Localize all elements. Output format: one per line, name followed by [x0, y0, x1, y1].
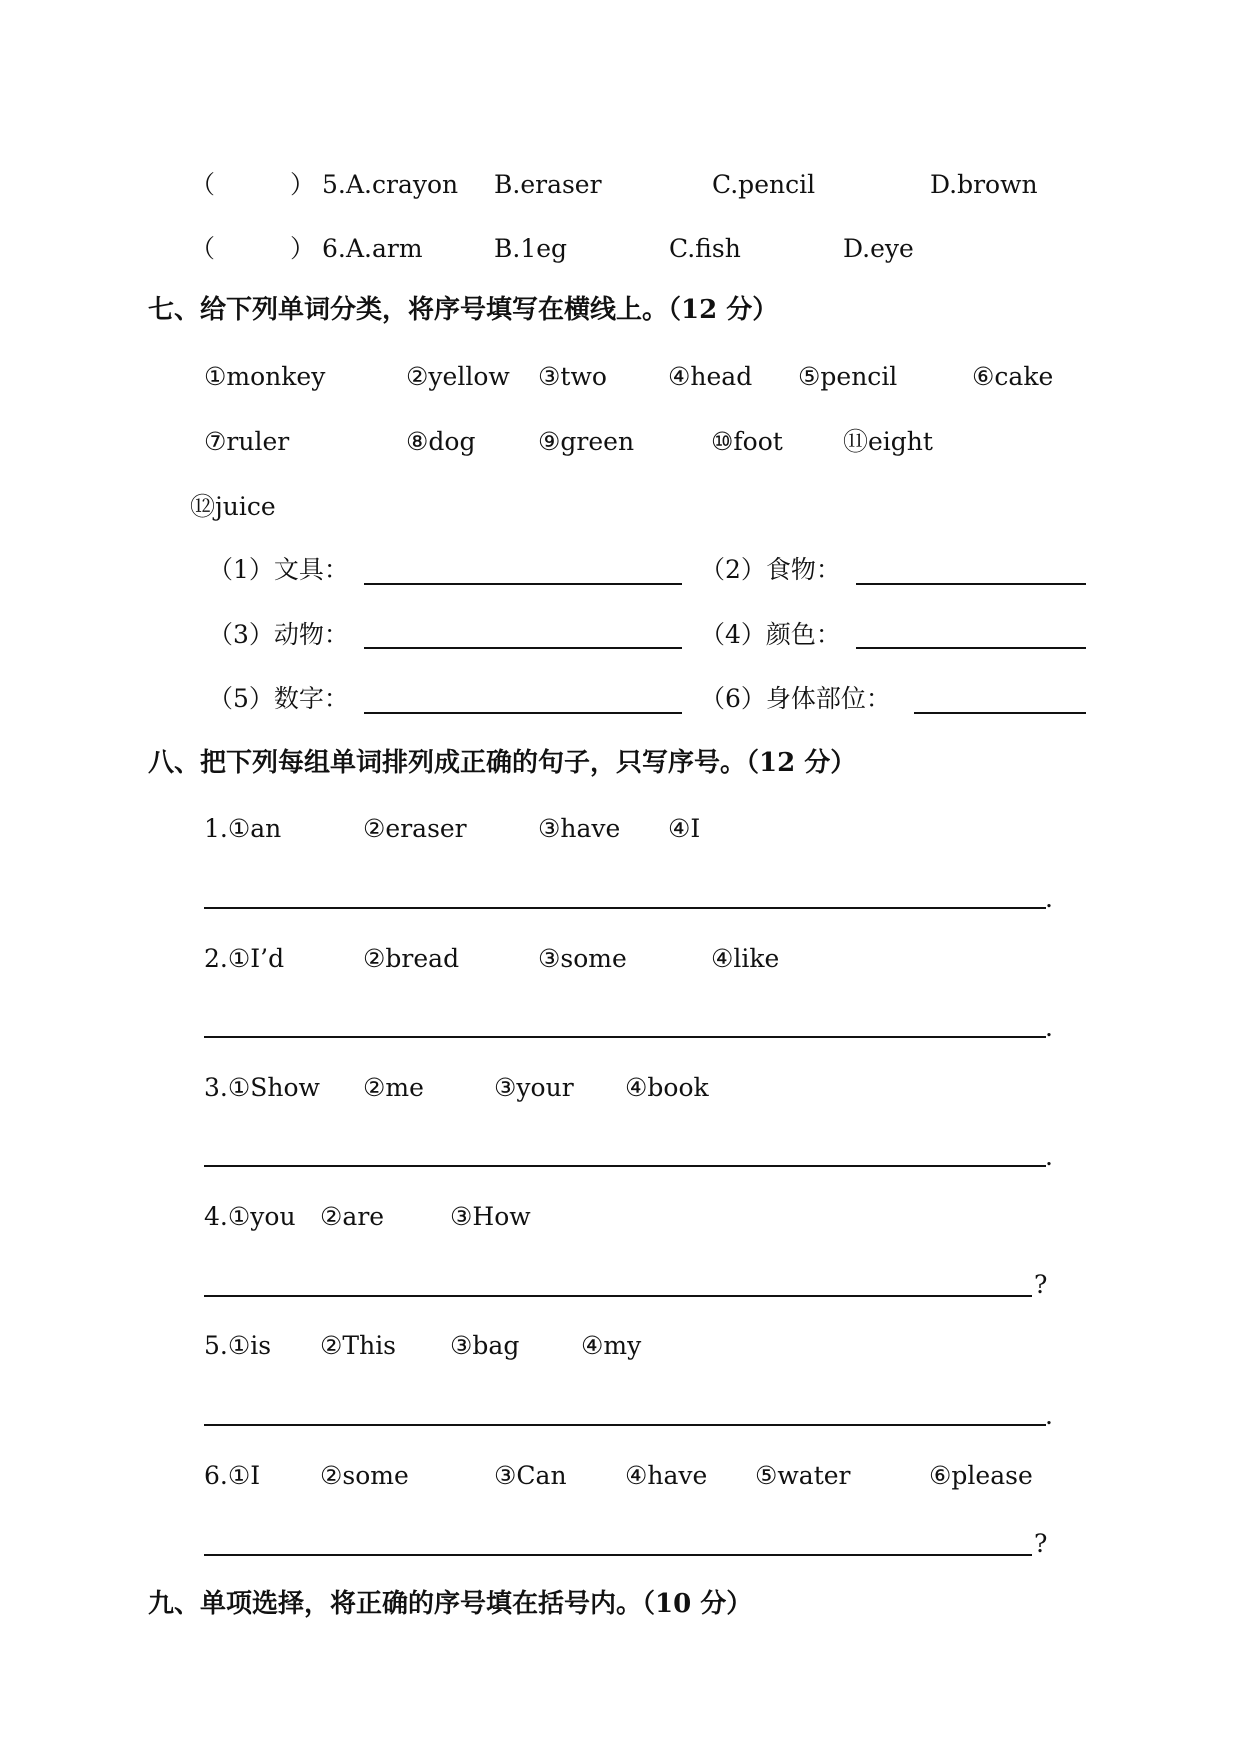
- word-item: ⑫juice: [190, 492, 276, 521]
- word-option: ④have: [625, 1461, 708, 1490]
- answer-line[interactable]: [364, 647, 682, 649]
- word-option: ④like: [711, 944, 780, 973]
- word-option: ④book: [625, 1073, 709, 1102]
- answer-line[interactable]: [204, 1295, 1032, 1297]
- answer-line[interactable]: [364, 583, 682, 585]
- answer-bracket[interactable]: （ ）: [190, 234, 316, 263]
- word-option: 1.①an: [204, 814, 282, 843]
- word-option: ③Can: [494, 1461, 567, 1490]
- word-option: ④my: [581, 1331, 642, 1360]
- answer-line[interactable]: [204, 907, 1046, 909]
- word-item: ⑦ruler: [204, 427, 290, 456]
- word-option: ⑥please: [929, 1461, 1033, 1490]
- category-label: （6）身体部位：: [700, 684, 891, 713]
- word-item: ⑩foot: [711, 427, 783, 456]
- answer-line[interactable]: [204, 1036, 1046, 1038]
- word-item: ⑨green: [538, 427, 635, 456]
- word-option: ②some: [320, 1461, 409, 1490]
- answer-line[interactable]: [914, 712, 1086, 714]
- section8-heading: 八、把下列每组单词排列成正确的句子，只写序号。（12 分）: [148, 748, 857, 778]
- word-option: ③your: [494, 1073, 574, 1102]
- word-item: ⑥cake: [972, 362, 1054, 391]
- option-d: D.brown: [930, 170, 1038, 199]
- option-c: C.fish: [669, 234, 741, 263]
- word-option: ③How: [450, 1202, 531, 1231]
- answer-line[interactable]: [856, 647, 1086, 649]
- option-b: B.1eg: [494, 234, 568, 263]
- word-option: 5.①is: [204, 1331, 272, 1360]
- word-item: ⑪eight: [843, 427, 933, 456]
- word-item: ③two: [538, 362, 607, 391]
- category-label: （2）食物：: [700, 555, 841, 584]
- end-punctuation: .: [1045, 1013, 1053, 1042]
- word-option: ③some: [538, 944, 627, 973]
- option-a: A.crayon: [346, 170, 459, 199]
- section9-heading: 九、单项选择，将正确的序号填在括号内。（10 分）: [148, 1589, 753, 1619]
- end-punctuation: .: [1045, 884, 1053, 913]
- category-label: （3）动物：: [208, 620, 349, 649]
- question-number: 6.: [322, 234, 346, 263]
- word-option: ②me: [363, 1073, 424, 1102]
- word-item: ⑤pencil: [798, 362, 898, 391]
- end-punctuation: .: [1045, 1401, 1053, 1430]
- question-number: 5.: [322, 170, 346, 199]
- word-item: ④head: [668, 362, 753, 391]
- category-label: （5）数字：: [208, 684, 349, 713]
- word-option: ②eraser: [363, 814, 467, 843]
- end-punctuation: ?: [1034, 1270, 1048, 1299]
- category-label: （1）文具：: [208, 555, 349, 584]
- word-option: ②are: [320, 1202, 385, 1231]
- answer-line[interactable]: [204, 1165, 1046, 1167]
- option-d: D.eye: [843, 234, 914, 263]
- word-option: 2.①I’d: [204, 944, 285, 973]
- word-option: ③bag: [450, 1331, 520, 1360]
- end-punctuation: .: [1045, 1142, 1053, 1171]
- category-label: （4）颜色：: [700, 620, 841, 649]
- option-b: B.eraser: [494, 170, 602, 199]
- end-punctuation: ?: [1034, 1529, 1048, 1558]
- word-option: ⑤water: [755, 1461, 851, 1490]
- word-item: ①monkey: [204, 362, 326, 391]
- option-c: C.pencil: [712, 170, 816, 199]
- word-option: 4.①you: [204, 1202, 296, 1231]
- answer-line[interactable]: [204, 1554, 1032, 1556]
- answer-bracket[interactable]: （ ）: [190, 170, 316, 199]
- option-a: A.arm: [346, 234, 423, 263]
- word-item: ②yellow: [406, 362, 510, 391]
- word-option: 3.①Show: [204, 1073, 320, 1102]
- word-option: ④I: [668, 814, 701, 843]
- word-option: 6.①I: [204, 1461, 261, 1490]
- word-item: ⑧dog: [406, 427, 476, 456]
- answer-line[interactable]: [204, 1424, 1046, 1426]
- word-option: ②This: [320, 1331, 397, 1360]
- word-option: ②bread: [363, 944, 460, 973]
- answer-line[interactable]: [364, 712, 682, 714]
- word-option: ③have: [538, 814, 621, 843]
- section7-heading: 七、给下列单词分类，将序号填写在横线上。（12 分）: [148, 295, 779, 325]
- answer-line[interactable]: [856, 583, 1086, 585]
